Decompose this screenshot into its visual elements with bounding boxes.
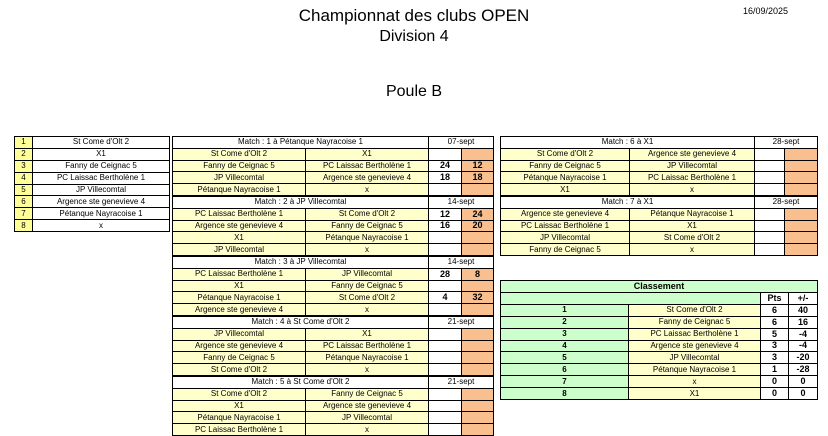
game-row (501, 160, 817, 172)
rank-cell: 4 (501, 341, 628, 352)
game-row (173, 411, 493, 423)
away-team-cell: St Come d'Olt 2 (305, 209, 428, 220)
home-team-cell: Argence ste genevieve 4 (173, 221, 305, 232)
game-row (173, 351, 493, 363)
game-row (501, 208, 817, 220)
team-number: 8 (15, 220, 32, 231)
game-row (173, 328, 493, 340)
diff-cell: -28 (788, 364, 817, 375)
game-row (173, 280, 493, 292)
away-score-cell (461, 341, 493, 352)
match-date: 14-sept (428, 197, 493, 208)
team-row (15, 219, 169, 231)
away-team-cell: X1 (305, 149, 428, 160)
away-score-cell (784, 149, 817, 160)
away-score-cell: 20 (461, 221, 493, 232)
home-team-cell: JP Villecomtal (173, 329, 305, 340)
classement-title: Classement (501, 281, 817, 292)
home-score-cell (428, 149, 461, 160)
away-team-cell: Argence ste genevieve 4 (629, 149, 754, 160)
away-team-cell: x (629, 184, 754, 195)
home-team-cell: Pétanque Nayracoise 1 (501, 172, 629, 183)
game-row (501, 183, 817, 195)
home-score-cell (754, 244, 784, 255)
game-row (173, 303, 493, 315)
game-row (173, 363, 493, 375)
home-score-cell: 4 (428, 292, 461, 303)
home-score-cell (428, 304, 461, 315)
game-row (173, 268, 493, 280)
game-row (173, 291, 493, 303)
away-score-cell (784, 209, 817, 220)
diff-cell: 0 (788, 376, 817, 387)
game-row (173, 243, 493, 255)
home-team-cell: Argence ste genevieve 4 (173, 341, 305, 352)
classement-team-cell: Fanny de Ceignac 5 (628, 317, 760, 328)
match-title: Match : 6 à X1 (501, 137, 754, 148)
away-score-cell: 32 (461, 292, 493, 303)
away-team-cell: x (305, 424, 428, 435)
home-score-cell (428, 184, 461, 195)
team-name: X1 (32, 149, 169, 160)
away-team-cell: PC Laissac Bertholène 1 (305, 341, 428, 352)
team-number: 4 (15, 173, 32, 184)
away-score-cell (461, 304, 493, 315)
pts-cell: 3 (760, 352, 788, 363)
match-header-row (173, 317, 493, 328)
rank-cell: 3 (501, 329, 628, 340)
pts-cell: 6 (760, 305, 788, 316)
diff-cell: -4 (788, 329, 817, 340)
pts-cell: 0 (760, 376, 788, 387)
team-name: Fanny de Ceignac 5 (32, 161, 169, 172)
match-header-row (501, 197, 817, 208)
away-score-cell (461, 352, 493, 363)
home-score-cell (428, 364, 461, 375)
away-team-cell: PC Laissac Bertholène 1 (305, 161, 428, 172)
away-score-cell (784, 244, 817, 255)
away-team-cell: Argence ste genevieve 4 (305, 172, 428, 183)
home-team-cell: PC Laissac Bertholène 1 (501, 221, 629, 232)
away-score-cell (784, 161, 817, 172)
pts-cell: 0 (760, 388, 788, 399)
classement-team-cell: X1 (628, 388, 760, 399)
classement-row (501, 340, 817, 352)
diff-cell: -20 (788, 352, 817, 363)
match-block-3 (172, 256, 494, 316)
print-date: 16/09/2025 (742, 6, 788, 16)
diff-cell: 16 (788, 317, 817, 328)
game-row (173, 208, 493, 220)
team-name: Argence ste genevieve 4 (32, 196, 169, 207)
away-team-cell: JP Villecomtal (305, 412, 428, 423)
document-header (0, 5, 828, 47)
game-row (173, 148, 493, 160)
division-title: Division 4 (379, 28, 449, 45)
match-block-2 (172, 196, 494, 256)
home-team-cell: Pétanque Nayracoise 1 (173, 184, 305, 195)
match-block-5 (172, 376, 494, 436)
home-score-cell: 28 (428, 269, 461, 280)
away-score-cell: 18 (461, 172, 493, 183)
match-block-7 (500, 196, 818, 256)
team-number: 2 (15, 149, 32, 160)
game-row (173, 183, 493, 195)
home-score-cell (428, 341, 461, 352)
game-row (173, 231, 493, 243)
classement-team-cell: Argence ste genevieve 4 (628, 341, 760, 352)
away-score-cell (461, 184, 493, 195)
away-score-cell (784, 172, 817, 183)
away-score-cell (461, 149, 493, 160)
match-header-row (173, 197, 493, 208)
away-score-cell (461, 401, 493, 412)
away-team-cell: St Come d'Olt 2 (305, 292, 428, 303)
away-team-cell: Pétanque Nayracoise 1 (305, 352, 428, 363)
poule-title: Poule B (385, 83, 443, 100)
home-team-cell: X1 (173, 232, 305, 243)
home-score-cell (428, 401, 461, 412)
home-score-cell (754, 161, 784, 172)
away-team-cell: x (305, 364, 428, 375)
classement-row (501, 387, 817, 399)
away-score-cell (784, 221, 817, 232)
team-row (15, 148, 169, 160)
pts-header: Pts (760, 293, 788, 304)
away-team-cell: JP Villecomtal (629, 161, 754, 172)
home-team-cell: Pétanque Nayracoise 1 (173, 412, 305, 423)
away-team-cell: Argence ste genevieve 4 (305, 401, 428, 412)
home-team-cell: St Come d'Olt 2 (173, 389, 305, 400)
home-team-cell: Argence ste genevieve 4 (501, 209, 629, 220)
away-team-cell: JP Villecomtal (305, 269, 428, 280)
classement-team-cell: JP Villecomtal (628, 352, 760, 363)
match-date: 14-sept (428, 257, 493, 268)
home-team-cell: X1 (501, 184, 629, 195)
classement-team-cell: x (628, 376, 760, 387)
teams-table (14, 136, 170, 232)
game-row (501, 171, 817, 183)
classement-spacer (501, 293, 760, 304)
diff-header: +/- (788, 293, 817, 304)
home-score-cell (754, 209, 784, 220)
rank-cell: 2 (501, 317, 628, 328)
home-score-cell: 24 (428, 161, 461, 172)
home-score-cell (428, 412, 461, 423)
match-header-row (173, 377, 493, 388)
match-block-6 (500, 136, 818, 196)
classement-team-cell: Pétanque Nayracoise 1 (628, 364, 760, 375)
game-row (501, 148, 817, 160)
team-row (15, 137, 169, 148)
home-score-cell: 16 (428, 221, 461, 232)
rank-cell: 7 (501, 376, 628, 387)
home-score-cell (754, 221, 784, 232)
match-date: 28-sept (754, 137, 817, 148)
game-row (501, 231, 817, 243)
away-score-cell: 24 (461, 209, 493, 220)
team-number: 5 (15, 185, 32, 196)
away-team-cell: x (305, 184, 428, 195)
match-header-row (173, 257, 493, 268)
diff-cell: -4 (788, 341, 817, 352)
match-header-row (173, 137, 493, 148)
match-date: 21-sept (428, 317, 493, 328)
team-name: PC Laissac Bertholène 1 (32, 173, 169, 184)
game-row (501, 220, 817, 232)
classement-team-cell: St Come d'Olt 2 (628, 305, 760, 316)
page-title: Championnat des clubs OPEN (298, 6, 530, 25)
home-team-cell: St Come d'Olt 2 (501, 149, 629, 160)
away-team-cell: St Come d'Olt 2 (629, 232, 754, 243)
away-team-cell: PC Laissac Bertholène 1 (629, 172, 754, 183)
home-team-cell: Pétanque Nayracoise 1 (173, 292, 305, 303)
home-team-cell: JP Villecomtal (173, 172, 305, 183)
home-team-cell: St Come d'Olt 2 (173, 149, 305, 160)
home-team-cell: X1 (173, 281, 305, 292)
pts-cell: 1 (760, 364, 788, 375)
team-number: 1 (15, 137, 32, 148)
match-date: 28-sept (754, 197, 817, 208)
away-score-cell (461, 232, 493, 243)
team-row (15, 160, 169, 172)
team-name: JP Villecomtal (32, 185, 169, 196)
rank-cell: 6 (501, 364, 628, 375)
classement-row (501, 316, 817, 328)
home-team-cell: JP Villecomtal (501, 232, 629, 243)
away-team-cell: Fanny de Ceignac 5 (305, 389, 428, 400)
game-row (173, 171, 493, 183)
away-score-cell (461, 329, 493, 340)
away-team-cell: X1 (305, 329, 428, 340)
team-name: St Come d'Olt 2 (32, 137, 169, 148)
away-score-cell (461, 244, 493, 255)
team-row (15, 184, 169, 196)
away-team-cell: Pétanque Nayracoise 1 (305, 232, 428, 243)
home-score-cell (428, 281, 461, 292)
away-score-cell (784, 232, 817, 243)
away-score-cell (461, 424, 493, 435)
home-score-cell (428, 244, 461, 255)
team-number: 7 (15, 208, 32, 219)
away-team-cell: x (305, 304, 428, 315)
away-score-cell (461, 364, 493, 375)
match-date: 07-sept (428, 137, 493, 148)
match-title: Match : 2 à JP Villecomtal (173, 197, 428, 208)
classement-row (501, 328, 817, 340)
match-header-row (501, 137, 817, 148)
classement-labels-row (501, 292, 817, 304)
away-team-cell: x (305, 244, 428, 255)
pts-cell: 3 (760, 341, 788, 352)
match-title: Match : 4 à St Come d'Olt 2 (173, 317, 428, 328)
team-name: Pétanque Nayracoise 1 (32, 208, 169, 219)
away-score-cell (461, 412, 493, 423)
diff-cell: 0 (788, 388, 817, 399)
classement-row (501, 363, 817, 375)
away-team-cell: Fanny de Ceignac 5 (305, 221, 428, 232)
match-title: Match : 1 à Pétanque Nayracoise 1 (173, 137, 428, 148)
rank-cell: 5 (501, 352, 628, 363)
home-team-cell: Fanny de Ceignac 5 (501, 244, 629, 255)
match-date: 21-sept (428, 377, 493, 388)
home-score-cell (428, 352, 461, 363)
away-team-cell: Fanny de Ceignac 5 (305, 281, 428, 292)
team-row (15, 195, 169, 207)
diff-cell: 40 (788, 305, 817, 316)
home-team-cell: JP Villecomtal (173, 244, 305, 255)
game-row (173, 423, 493, 435)
away-team-cell: X1 (629, 221, 754, 232)
game-row (173, 400, 493, 412)
home-score-cell: 12 (428, 209, 461, 220)
match-block-4 (172, 316, 494, 376)
match-title: Match : 5 à St Come d'Olt 2 (173, 377, 428, 388)
home-score-cell (754, 172, 784, 183)
away-score-cell (784, 184, 817, 195)
home-team-cell: Fanny de Ceignac 5 (173, 352, 305, 363)
home-team-cell: Argence ste genevieve 4 (173, 304, 305, 315)
home-team-cell: X1 (173, 401, 305, 412)
home-score-cell (754, 149, 784, 160)
away-score-cell (461, 281, 493, 292)
game-row (173, 220, 493, 232)
home-team-cell: St Come d'Olt 2 (173, 364, 305, 375)
game-row (173, 340, 493, 352)
home-score-cell (754, 184, 784, 195)
away-score-cell: 8 (461, 269, 493, 280)
away-score-cell (461, 389, 493, 400)
away-team-cell: x (629, 244, 754, 255)
home-score-cell (754, 232, 784, 243)
home-team-cell: Fanny de Ceignac 5 (173, 161, 305, 172)
game-row (173, 388, 493, 400)
match-block-1 (172, 136, 494, 196)
home-team-cell: PC Laissac Bertholène 1 (173, 269, 305, 280)
home-team-cell: Fanny de Ceignac 5 (501, 161, 629, 172)
home-team-cell: PC Laissac Bertholène 1 (173, 424, 305, 435)
classement-row (501, 304, 817, 316)
home-score-cell (428, 329, 461, 340)
team-name: x (32, 220, 169, 231)
home-score-cell (428, 424, 461, 435)
classement-team-cell: PC Laissac Bertholène 1 (628, 329, 760, 340)
team-row (15, 207, 169, 219)
away-team-cell: Pétanque Nayracoise 1 (629, 209, 754, 220)
game-row (501, 243, 817, 255)
classement-table (500, 280, 818, 400)
team-number: 6 (15, 196, 32, 207)
match-title: Match : 7 à X1 (501, 197, 754, 208)
rank-cell: 8 (501, 388, 628, 399)
classement-row (501, 375, 817, 387)
classement-row (501, 351, 817, 363)
pts-cell: 6 (760, 317, 788, 328)
home-score-cell (428, 389, 461, 400)
rank-cell: 1 (501, 305, 628, 316)
home-team-cell: PC Laissac Bertholène 1 (173, 209, 305, 220)
match-title: Match : 3 à JP Villecomtal (173, 257, 428, 268)
away-score-cell: 12 (461, 161, 493, 172)
home-score-cell (428, 232, 461, 243)
team-row (15, 172, 169, 184)
home-score-cell: 18 (428, 172, 461, 183)
team-number: 3 (15, 161, 32, 172)
classement-title-row (501, 281, 817, 292)
game-row (173, 160, 493, 172)
pts-cell: 5 (760, 329, 788, 340)
